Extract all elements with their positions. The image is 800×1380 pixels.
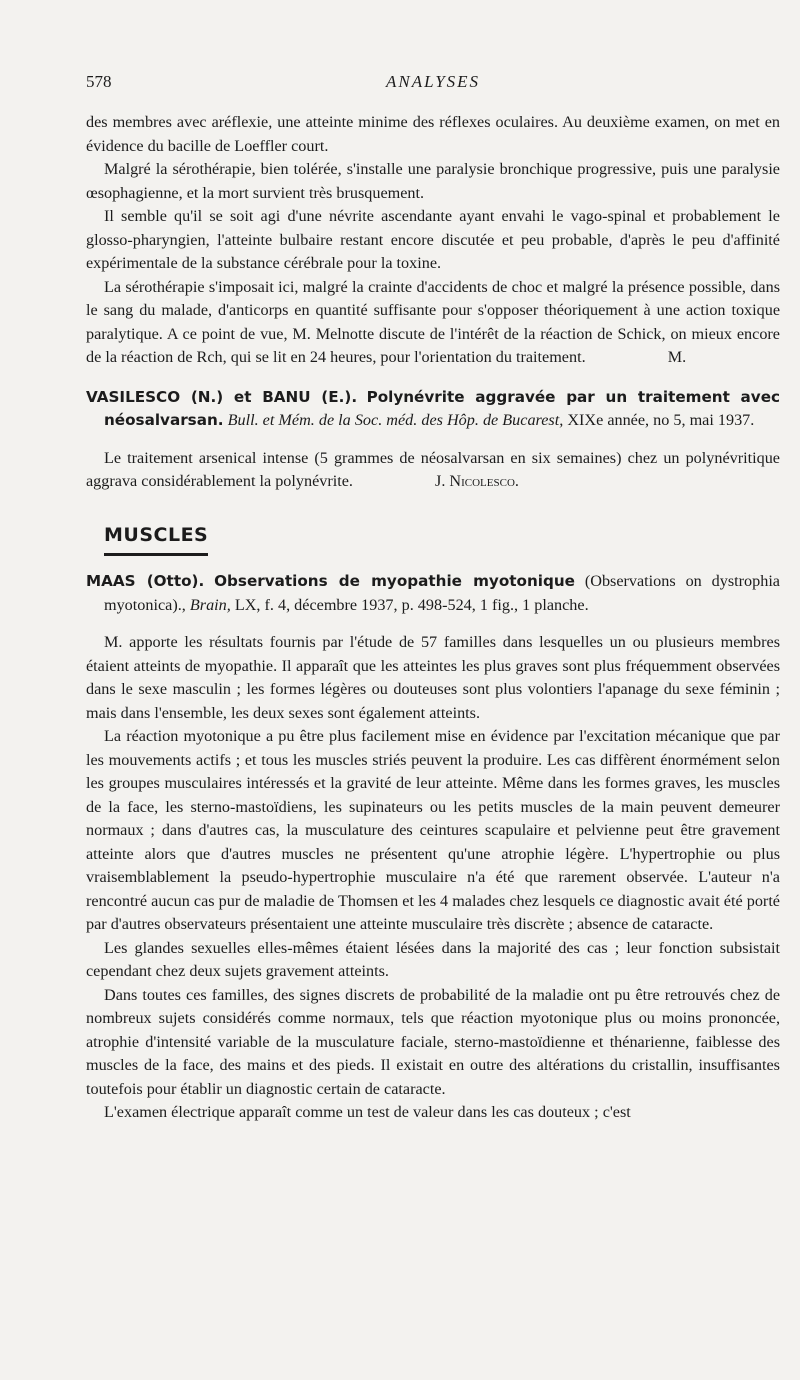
paragraph: Dans toutes ces familles, des signes discrets de probabilité de la maladie ont pu être retrouvés chez de nombreux sujets considérés comme normaux, tels que réaction myotonique plus ou moins prononcée, atrophie d'intensité variable de la musculature faciale, sterno-mastoïdienne et thénarienne, faiblesse des muscles de la face, des mains et des pieds. Il existait en outre des altérations du cristallin, insuffisantes toutefois pour établir un diagnostic certain de cataracte.	[86, 985, 780, 1098]
reference-title: Observations de myopathie myotonique	[214, 572, 575, 590]
spacer	[86, 433, 780, 447]
page-content	[86, 111, 780, 1125]
paragraph: Malgré la sérothérapie, bien tolérée, s'installe une paralysie bronchique progressive, puis une paralysie œsophagienne, et la mort survient très brusquement.	[86, 160, 780, 202]
section-heading: MUSCLES	[104, 524, 208, 557]
reference-title: Polynévrite aggravée par un traitement avec néosalvarsan.	[104, 387, 781, 429]
running-title: ANALYSES	[385, 72, 481, 91]
reference-details: LX, f. 4, décembre 1937, p. 498-524, 1 fig., 1 planche.	[234, 595, 589, 614]
reference-journal: Brain,	[189, 595, 231, 614]
reference-maas	[86, 570, 780, 1125]
paragraph: des membres avec aréflexie, une atteinte minime des réflexes oculaires. Au deuxième examen, on met en évidence du bacille de Loeffler court.	[86, 113, 780, 155]
page-number: 578	[86, 72, 112, 91]
paragraph: La réaction myotonique a pu être plus facilement mise en évidence par l'excitation mécanique que par les mouvements actifs ; et tous les muscles striés peuvent la produire. Les cas diffèrent énormément selon les groupes musculaires intéressés et la gravité de leur atteinte. Même dans les formes graves, les muscles de la face, les sterno-mastoïdiens, les supinateurs ou les petits muscles de la main peuvent demeurer normaux ; dans d'autres cas, la musculature des ceintures scapulaire et pelvienne peut être gravement atteinte alors que d'autres muscles ne présentent qu'une atrophie légère. L'hypertrophie ou plus vraisemblablement la pseudo-hypertrophie musculaire n'a été que rarement observée. L'auteur n'a rencontré aucun cas pur de maladie de Thomsen et les 4 malades chez lesquels ce diagnostic avait été porté par d'autres observateurs présentaient une atteinte musculaire très discrète ; absence de cataracte.	[86, 727, 780, 933]
paragraph	[86, 447, 780, 494]
reference-journal: Bull. et Mém. de la Soc. méd. des Hôp. de Bucarest,	[227, 411, 564, 429]
paragraph: Les glandes sexuelles elles-mêmes étaient lésées dans la majorité des cas ; leur fonction subsistait cependant chez deux sujets gravement atteints.	[86, 938, 780, 980]
reference-authors: VASILESCO (N.) et BANU (E.).	[86, 387, 358, 406]
page-header	[86, 72, 780, 96]
paragraph: Il semble qu'il se soit agi d'une névrite ascendante ayant envahi le vago-spinal et probablement le glosso-pharyngien, l'atteinte bulbaire restant encore discutée et peu probable, d'après le peu d'affinité expérimentale de la substance cérébrale pour la toxine.	[86, 207, 780, 272]
reference-details: XIXe année, no 5, mai 1937.	[567, 411, 755, 429]
paragraph	[86, 276, 780, 370]
reference-citation	[86, 386, 780, 433]
reviewer-signature: J. Nicolesco.	[435, 472, 519, 490]
paragraph-text: Le traitement arsenical intense (5 grammes de néosalvarsan en six semaines) chez un polynévritique aggrava considérablement la polynévrite.	[86, 448, 780, 490]
reviewer-signature: M.	[667, 348, 687, 366]
paragraph: L'examen électrique apparaît comme un test de valeur dans les cas douteux ; c'est	[104, 1103, 631, 1121]
spacer	[86, 617, 780, 631]
reference-authors: MAAS (Otto).	[86, 572, 205, 590]
paragraph-text: La sérothérapie s'imposait ici, malgré la crainte d'accidents de choc et malgré la présence possible, dans le sang du malade, d'anticorps en quantité suffisante pour s'opposer théoriquement à une action toxique paralytique. A ce point de vue, M. Melnotte discute de l'intérêt de la réaction de Schick, on mieux encore de la réaction de Rch, qui se lit en 24 heures, pour l'orientation du traitement.	[86, 277, 780, 366]
reference-subtitle: (Observations on dystrophia myotonica).,	[104, 572, 780, 614]
reference-citation	[86, 570, 780, 617]
paragraph: M. apporte les résultats fournis par l'étude de 57 familles dans lesquelles un ou plusieurs membres étaient atteints de myopathie. Il apparaît que les atteintes les plus graves sont plus fréquemment observées dans le sexe masculin ; les formes légères ou douteuses sont plus volontiers l'apanage du sexe féminin ; mais dans l'ensemble, les deux sexes sont également atteints.	[86, 633, 780, 722]
reference-vasilesco	[86, 386, 780, 494]
